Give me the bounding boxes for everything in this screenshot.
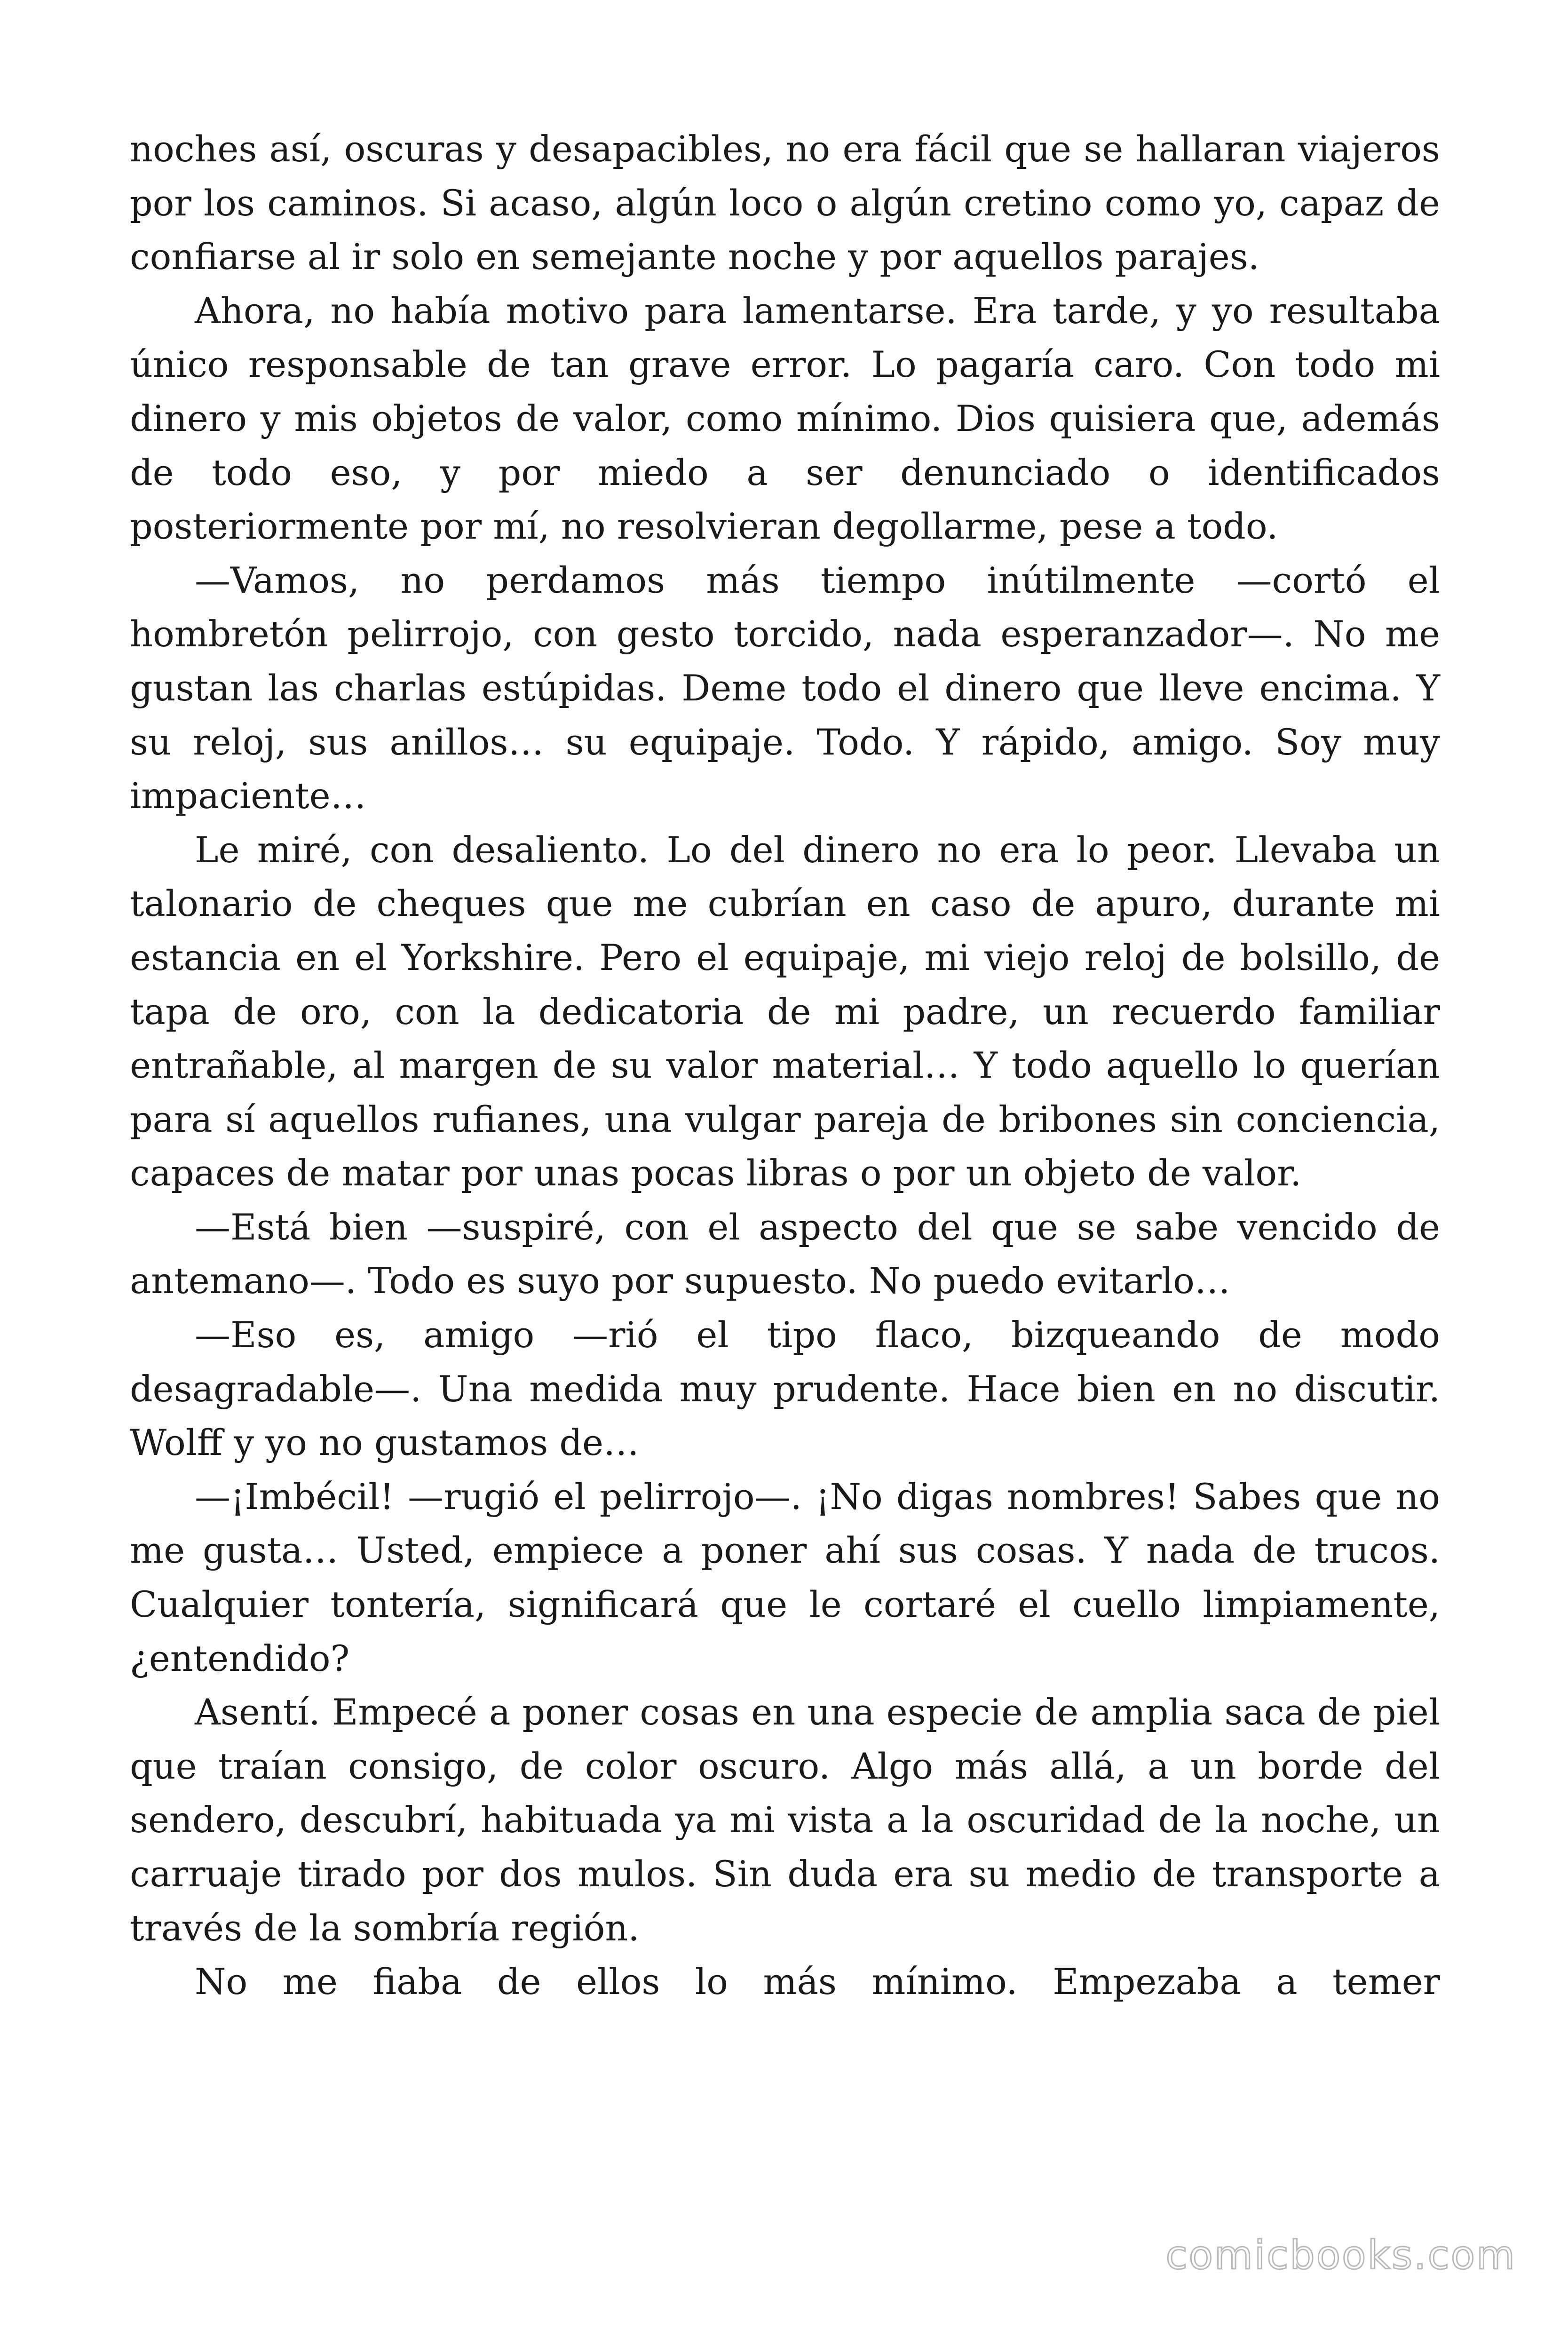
paragraph: —¡Imbécil! —rugió el pelirrojo—. ¡No digas nombres! Sabes que no me gusta… Usted, empiece a poner ahí sus cosas. Y nada de trucos. Cualquier tontería, significará que le cortaré el cuello limpiamente, ¿entendido? <box>130 1475 1440 1679</box>
paragraph: Ahora, no había motivo para lamentarse. Era tarde, y yo resultaba único responsable de tan grave error. Lo pagaría caro. Con todo mi dinero y mis objetos de valor, como mínimo. Dios quisiera que, además de todo eso, y por miedo a ser denunciado o identificados posteriormente por mí, no resolvieran degollarme, pese a todo. <box>130 289 1440 548</box>
paragraph: No me fiaba de ellos lo más mínimo. Empezaba a temer <box>195 1961 1440 2003</box>
paragraph: —Eso es, amigo —rió el tipo flaco, bizqueando de modo desagradable—. Una medida muy prudente. Hace bien en no discutir. Wolff y yo no gustamos de… <box>130 1314 1440 1464</box>
paragraph: —Está bien —suspiré, con el aspecto del que se sabe vencido de antemano—. Todo es suyo por supuesto. No puedo evitarlo… <box>130 1206 1440 1302</box>
paragraph: Asentí. Empecé a poner cosas en una especie de amplia saca de piel que traían consigo, de color oscuro. Algo más allá, a un borde del sendero, descubrí, habituada ya mi vista a la oscuridad de la noche, un carruaje tirado por dos mulos. Sin duda era su medio de transporte a través de la sombría región. <box>130 1691 1440 1949</box>
paragraph: noches así, oscuras y desapacibles, no era fácil que se hallaran viajeros por los caminos. Si acaso, algún loco o algún cretino como yo, capaz de confiarse al ir solo en semejante noche y por aquellos parajes. <box>130 128 1440 278</box>
watermark: comicbooks.com <box>1165 2232 1516 2278</box>
paragraph: —Vamos, no perdamos más tiempo inútilmente —cortó el hombretón pelirrojo, con gesto torcido, nada esperanzador—. No me gustan las charlas estúpidas. Deme todo el dinero que lleve encima. Y su reloj, sus anillos… su equipaje. Todo. Y rápido, amigo. Soy muy impaciente… <box>130 559 1440 817</box>
paragraph: Le miré, con desaliento. Lo del dinero no era lo peor. Llevaba un talonario de cheques que me cubrían en caso de apuro, durante mi estancia en el Yorkshire. Pero el equipaje, mi viejo reloj de bolsillo, de tapa de oro, con la dedicatoria de mi padre, un recuerdo familiar entrañable, al margen de su valor material… Y todo aquello lo querían para sí aquellos rufianes, una vulgar pareja de bribones sin conciencia, capaces de matar por unas pocas libras o por un objeto de valor. <box>130 828 1440 1194</box>
body-text <box>130 122 1440 2009</box>
